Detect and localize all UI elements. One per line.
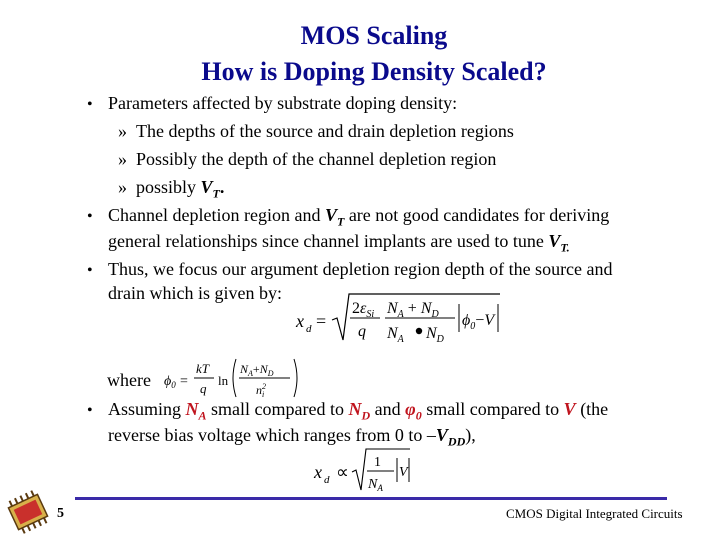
vt-subscript: T [336, 214, 345, 229]
svg-text:NA+ND: $N_A+N_D$ [240, 362, 274, 378]
course-title: CMOS Digital Integrated Circuits [506, 506, 683, 521]
svg-text:n2i: $n^2$ i [256, 382, 266, 399]
svg-text:ϕ0−V: $\phi_0-V$ [462, 312, 495, 332]
bullet-dot: • [87, 96, 93, 113]
v-symbol: V [563, 399, 576, 419]
svg-text:=: = [180, 374, 188, 389]
bullet-1-text: Parameters affected by substrate doping density: [108, 93, 458, 113]
bullet-2-text-a: Channel depletion region and [108, 205, 325, 225]
chip-logo-icon [2, 486, 54, 538]
bullet-dot: • [87, 208, 93, 225]
svg-text:ln: ln [218, 373, 229, 388]
svg-text:d: d [324, 474, 330, 486]
svg-text:NA + ND: $N_A + N_D$ [387, 300, 439, 320]
sub-bullet-3: » possibly $V_T$. [118, 177, 225, 201]
bullet-3-line1: Thus, we focus our argument depletion region depth of the source and [108, 259, 613, 279]
vt-symbol: V [200, 177, 213, 197]
depletion-depth-equation [292, 290, 512, 352]
svg-text:kT: kT [196, 361, 209, 376]
footer-divider [75, 497, 667, 500]
vt-subscript: T [212, 186, 220, 201]
sub-bullet-1: » The depths of the source and drain depletion regions [118, 121, 514, 141]
bullet-2-text-b: are not good candidates for deriving [344, 205, 610, 225]
svg-text:ϕ0: $\phi_0$ [164, 374, 176, 390]
svg-text:x: x [296, 311, 304, 331]
vt-symbol: V [324, 205, 337, 225]
bullet-4-text-f: reverse bias voltage which ranges from 0 to – [108, 425, 436, 445]
vt-symbol: V [548, 231, 561, 251]
bullet-4-text-e: (the [575, 399, 609, 419]
nd-subscript: D [361, 408, 371, 423]
page-number: 5 [57, 506, 64, 521]
vdd-symbol: V [435, 425, 448, 445]
vt-subscript: T. [560, 240, 570, 255]
sub-bullet-2-text: Possibly the depth of the channel depletion region [136, 149, 497, 169]
svg-text:q: q [358, 323, 366, 340]
svg-text:NA: $N_A$ [387, 325, 404, 345]
svg-text:d: d [306, 323, 312, 335]
bullet-3-line2: drain which is given by: [108, 283, 282, 303]
sub-bullet-1-text: The depths of the source and drain depletion regions [136, 121, 514, 141]
bullet-dot: • [87, 402, 93, 419]
bullet-4-text-a: Assuming [108, 399, 186, 419]
svg-text:1: 1 [374, 455, 381, 470]
bullet-2-text-c: general relationships since channel implants are used to tune [108, 231, 549, 251]
na-symbol: N [185, 399, 199, 419]
bullet-dot: • [87, 262, 93, 279]
svg-text:∝: ∝ [336, 462, 349, 482]
svg-text:x: x [314, 462, 322, 482]
where-label: where [107, 370, 151, 390]
svg-text:NA: $N_A$ [368, 477, 383, 493]
svg-text:=: = [316, 311, 327, 331]
sub-bullet-2: » Possibly the depth of the channel depletion region [118, 149, 497, 169]
bullet-4-text-g: ), [465, 425, 476, 445]
bullet-4-text-d: small compared to [421, 399, 564, 419]
bullet-4-text-c: and [370, 399, 406, 419]
slide-title-line1: MOS Scaling [300, 21, 448, 50]
sub-bullet-3-text: possibly [136, 177, 201, 197]
svg-text:V: V [399, 465, 408, 480]
vdd-subscript: DD [447, 434, 466, 449]
proportionality-equation [310, 446, 430, 494]
bullet-4-line1 [108, 398, 608, 427]
na-subscript: A [198, 408, 207, 423]
svg-text:2εSi: $2\varepsilon_{Si}$ [352, 300, 375, 320]
bullet-2-line1 [108, 204, 609, 233]
bullet-4-text-b: small compared to [206, 399, 349, 419]
slide-title-line2: How is Doping Density Scaled? [201, 57, 547, 86]
svg-text:ND: $N_D$ [426, 325, 444, 345]
svg-text:q: q [200, 381, 207, 396]
phi-subscript: 0 [415, 408, 422, 423]
bullet-2-line2 [108, 230, 570, 259]
built-in-potential-equation [160, 355, 310, 401]
nd-symbol: N [348, 399, 362, 419]
phi-symbol: φ [405, 399, 416, 419]
